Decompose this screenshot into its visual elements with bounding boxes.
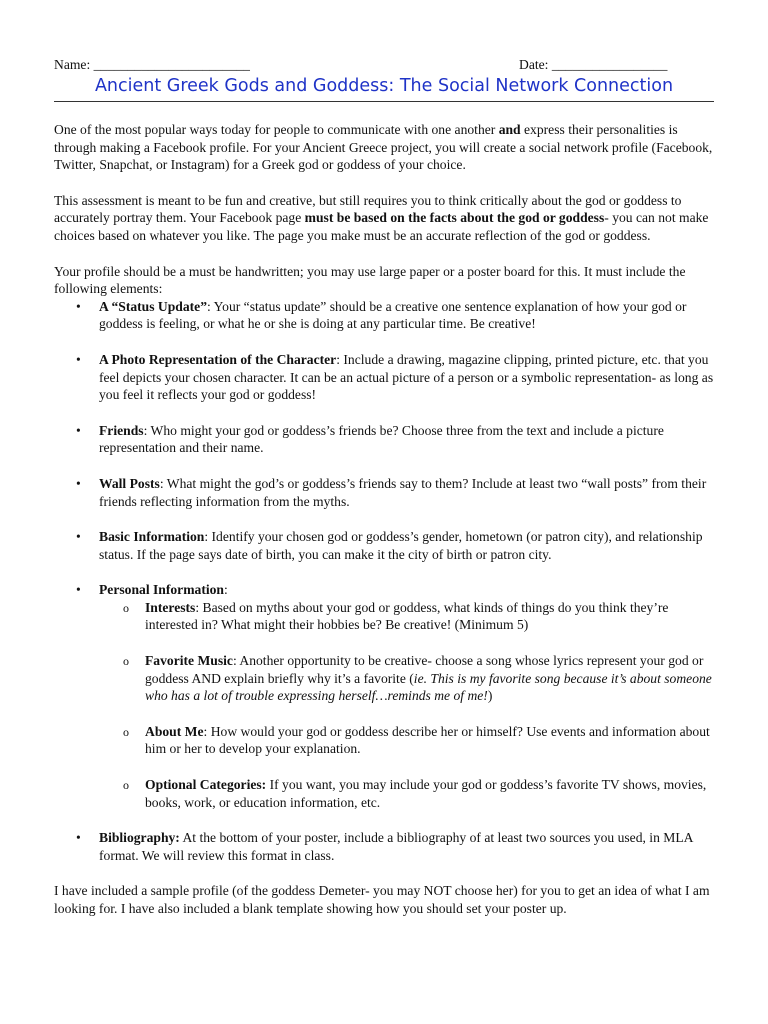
date-field: Date: _________________ xyxy=(519,57,668,72)
requirements-list xyxy=(54,298,716,865)
sub-item-about-me: o About Me: How would your god or goddess describe her or himself? Use events and information about him or her to develop your explanation. xyxy=(99,723,716,758)
header-line xyxy=(54,56,689,74)
list-item-status-update: • A “Status Update”: Your “status update” should be a creative one sentence explanation of how your god or goddess is feeling, or what he or she is doing at any particular time. Be creative! xyxy=(54,298,716,333)
list-item-bibliography: • Bibliography: At the bottom of your poster, include a bibliography of at least two sources you used, in MLA format. We will review this format in class. xyxy=(54,829,716,864)
document-title: Ancient Greek Gods and Goddess: The Social Network Connection xyxy=(94,76,674,96)
list-item-photo: • A Photo Representation of the Character: Include a drawing, magazine clipping, printed picture, etc. that you feel depicts your chosen character. It can be an actual picture of a person or a symbolic representation- as long as you feel it reflects your god or goddess! xyxy=(54,351,716,404)
intro-paragraph-3: Your profile should be a must be handwritten; you may use large paper or a poster board for this. It must include the following elements: xyxy=(54,263,686,297)
intro-paragraph-2: This assessment is meant to be fun and creative, but still requires you to think critically about the god or goddess to accurately portray them. Your Facebook page must be based on the facts about the god or goddess- you can not make choices based on whatever you like. The page you make must be an accurate reflection of the god or goddess. xyxy=(54,192,709,243)
list-item-basic-info: • Basic Information: Identify your chosen god or goddess’s gender, hometown (or patron city), and relationship status. If the page says date of birth, you can make it the city of birth or patron city. xyxy=(54,528,716,563)
list-item-personal-info: • Personal Information: o Interests: Based on myths about your god or goddess, what kinds of things do you think they’re interested in? What might their hobbies be? Be creative! (Minimum 5) o Favorite Music: Another opportunity to be creative- choose a song whose lyrics represent your god or goddess AND explain briefly why it’s a favorite (ie. This is my favorite song because it’s about someone who has a lot of trouble expressing herself…reminds me of me!) o About Me: How would your god or goddess describe her or himself? Use events and information about him or her to develop your explanation. o Optional Categories: If you want, you may include your god or goddess’s favorite TV shows, movies, books, work, or education information, etc. xyxy=(54,581,716,811)
sub-item-favorite-music: o Favorite Music: Another opportunity to be creative- choose a song whose lyrics represent your god or goddess AND explain briefly why it’s a favorite (ie. This is my favorite song because it’s about someone who has a lot of trouble expressing herself…reminds me of me!) xyxy=(99,652,716,705)
personal-info-sublist xyxy=(99,599,716,811)
name-field: Name: _______________________ xyxy=(54,57,250,72)
sub-item-interests: o Interests: Based on myths about your god or goddess, what kinds of things do you think they’re interested in? What might their hobbies be? Be creative! (Minimum 5) xyxy=(99,599,716,634)
sub-item-optional-categories: o Optional Categories: If you want, you may include your god or goddess’s favorite TV shows, movies, books, work, or education information, etc. xyxy=(99,776,716,811)
intro-paragraph-1: One of the most popular ways today for people to communicate with one another and express their personalities is through making a Facebook profile. For your Ancient Greece project, you will create a social network profile (Facebook, Twitter, Snapchat, or Instagram) for a Greek god or goddess of your choice. xyxy=(54,122,713,173)
closing-paragraph: I have included a sample profile (of the goddess Demeter- you may NOT choose her) for you to get an idea of what I am looking for. I have also included a blank template showing how you should set your poster up. xyxy=(54,883,710,916)
list-item-friends: • Friends: Who might your god or goddess’s friends be? Choose three from the text and include a picture representation and their name. xyxy=(54,422,716,457)
title-divider xyxy=(54,101,714,102)
document-body xyxy=(54,121,716,936)
list-item-wall-posts: • Wall Posts: What might the god’s or goddess’s friends say to them? Include at least two “wall posts” from their friends reflecting information from the myths. xyxy=(54,475,716,510)
